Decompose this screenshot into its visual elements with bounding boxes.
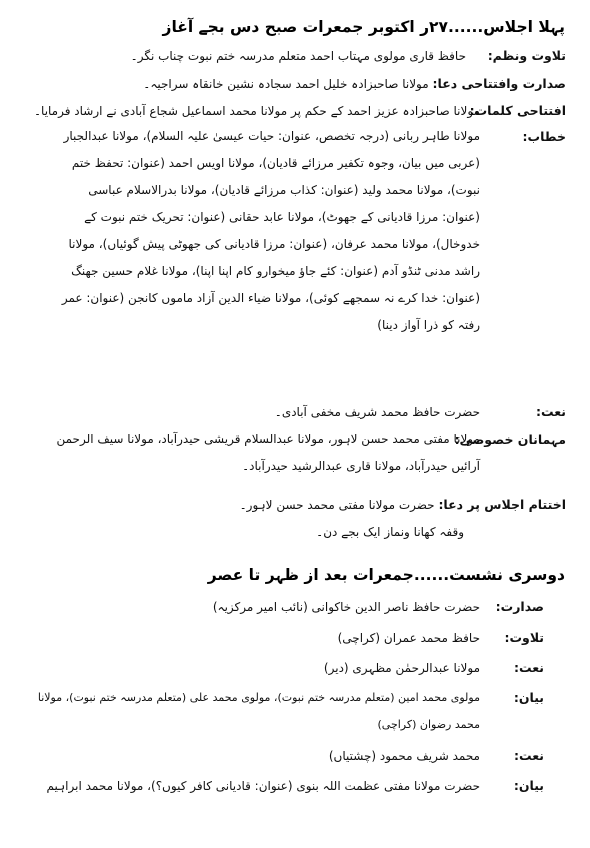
khitab-text [22, 123, 480, 339]
session1-break-note: وقفہ کھانا ونماز ایک بجے دن۔ [316, 525, 464, 539]
guests-line: آرائیں حیدرآباد، مولانا قاری عبدالرشید حیدرآباد۔ [242, 459, 480, 473]
session2-line: محمد رضوان (کراچی) [377, 718, 480, 731]
session2-row-text: مولانا عبدالرحمٰن مظہری (دیر) [323, 661, 480, 675]
iftitahi-text: مولانا صاحبزادہ عزیز احمد کے حکم پر مولانا محمد اسماعیل شجاع آبادی نے ارشاد فرمایا۔ [34, 104, 480, 118]
session2-row [22, 630, 566, 648]
sadarat-label: صدارت وافتتاحی دعا: [432, 76, 566, 91]
session2-row-text: محمد شریف محمود (چشتیاں) [328, 749, 480, 763]
naat-text: حضرت حافظ محمد شریف مخفی آبادی۔ [274, 405, 480, 419]
session2-row-text [22, 684, 480, 738]
session2-row-label: تلاوت: [504, 630, 544, 645]
session2-row-label: بیان: [513, 778, 544, 793]
khitab-line: نبوت)، مولانا محمد ولید (عنوان: کذاب مرزائے قادیان)، مولانا بدرالاسلام عباسی [88, 183, 480, 197]
session2-line: مولوی محمد امین (متعلم مدرسہ ختم نبوت)، مولوی محمد علی (متعلم مدرسہ ختم نبوت)، مولانا [37, 691, 480, 704]
session2-row-label: نعت: [514, 748, 544, 763]
session2-row-text: حضرت حافظ ناصر الدین خاکوانی (نائب امیر مرکزیہ) [212, 600, 480, 614]
session2-row [22, 599, 566, 617]
session1-heading: پہلا اجلاس......۲۷ر اکتوبر جمعرات صبح دس بجے آغاز [162, 18, 565, 36]
closing-label: اختتام اجلاس پر دعا: [438, 497, 566, 512]
guests-line: مولانا مفتی محمد حسن لاہور، مولانا عبدالسلام قریشی حیدرآباد، مولانا سیف الرحمن [56, 432, 480, 446]
session2-row-label: بیان: [513, 690, 544, 705]
session2-row-label: صدارت: [495, 599, 544, 614]
session1-khitab-row [22, 129, 566, 349]
khitab-line: مولانا طاہر ربانی (درجہ تخصص، عنوان: حیات عیسیٰ علیہ السلام)، مولانا عبدالجبار [63, 129, 480, 143]
closing-text: حضرت مولانا مفتی محمد حسن لاہور۔ [239, 498, 435, 512]
khitab-line: (عنوان: مرزا قادیانی کے جھوٹ)، مولانا عابد حقانی (عنوان: تحریک ختم نبوت کے [84, 210, 480, 224]
tilawat-label: تلاوت ونظم: [487, 48, 566, 63]
session1-closing-row [22, 497, 566, 513]
khitab-line: (عربی میں بیان، وجوہ تکفیر مرزائے قادیان)، مولانا اویس احمد (عنوان: تحفظ ختم [71, 156, 480, 170]
session2-row-label: نعت: [514, 660, 544, 675]
iftitahi-label: افتتاحی کلمات: [469, 103, 566, 118]
session2-row [22, 748, 566, 766]
session1-naat-row [22, 404, 566, 422]
session2-row [22, 778, 566, 796]
session2-heading: دوسری نشست......جمعرات بعد از ظہر تا عصر [207, 566, 565, 584]
naat-label: نعت: [536, 404, 566, 419]
tilawat-text: حافظ قاری مولوی مہتاب احمد متعلم مدرسہ ختم نبوت چناب نگر۔ [130, 49, 466, 63]
sadarat-text: مولانا صاحبزادہ خلیل احمد سجادہ نشین خانقاہ سراجیہ۔ [143, 77, 429, 91]
session1-guests-row [22, 432, 566, 492]
session2-row-text: حافظ محمد عمران (کراچی) [337, 631, 480, 645]
session1-iftitahi-row [22, 103, 566, 121]
khitab-line: (عنوان: خدا کرے نہ سمجھے کوئی)، مولانا ضیاء الدین آزاد ماموں کانجن (عنوان: عمر [61, 291, 480, 305]
guests-text [22, 426, 480, 480]
khitab-line: رفتہ کو ذرا آواز دینا) [377, 318, 480, 332]
session2-row [22, 660, 566, 678]
guests-label: مہمانان خصوصی: [454, 432, 566, 447]
session1-tilawat-row [22, 48, 566, 66]
session2-row [22, 690, 566, 750]
khitab-line: خدوخال)، مولانا محمد عرفان، (عنوان: مرزا قادیانی کی جھوٹی پیش گوئیاں)، مولانا [68, 237, 480, 251]
session2-row-text: حضرت مولانا مفتی عظمت اللہ بنوی (عنوان: قادیانی کافر کیوں؟)، مولانا محمد ابراہیم [46, 779, 480, 793]
khitab-line: راشد مدنی ٹنڈو آدم (عنوان: کئے جاؤ میخوارو کام اپنا اپنا)، مولانا غلام حسین جھنگ [71, 264, 480, 278]
khitab-label: خطاب: [522, 129, 566, 144]
session1-sadarat-row [22, 76, 566, 92]
